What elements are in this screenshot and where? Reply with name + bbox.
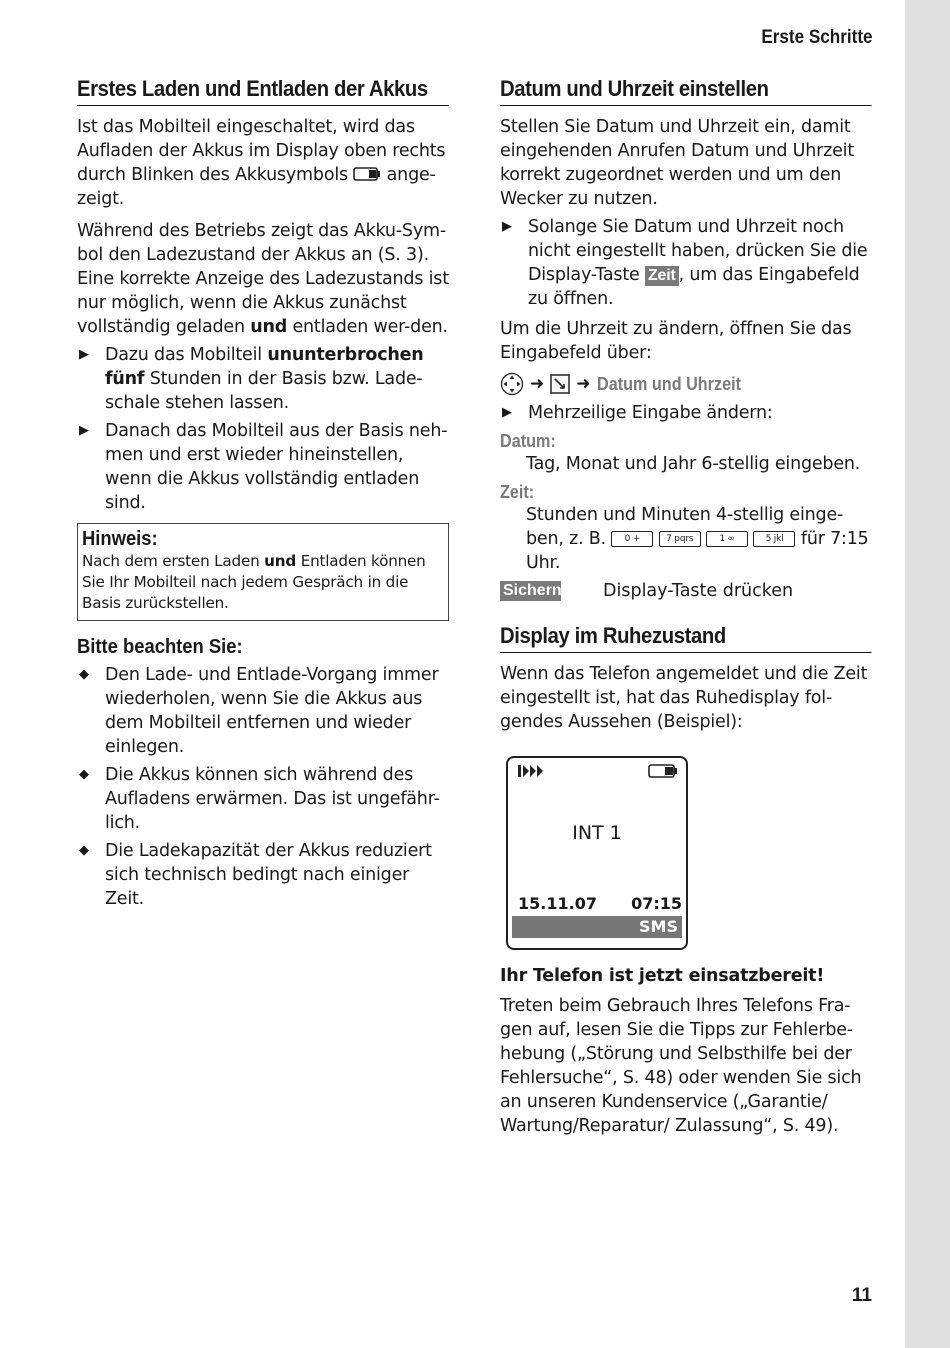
paragraph-datetime-intro: Stellen Sie Datum und Uhrzeit ein, damit eingehenden Anrufen Datum und Uhrzeit korrekt zugeordnet werden und um den Wecker zu nutzen.: [500, 117, 854, 209]
text: Solange Sie Datum und Uhrzeit noch nicht eingestellt haben, drücken Sie die Display-Taste: [528, 217, 868, 285]
page-sidebar-strip: [905, 0, 950, 1348]
handset-name: INT 1: [572, 822, 622, 844]
idle-display-illustration: [506, 756, 688, 950]
diamond-bullet-icon: ◆: [79, 767, 89, 782]
text: Die Ladekapazität der Akkus reduziert sich technisch bedingt nach einiger Zeit.: [105, 841, 432, 909]
key-5-icon: 5 jkl: [753, 531, 795, 547]
ready-message: Ihr Telefon ist jetzt einsatzbereit!: [500, 966, 825, 986]
triangle-bullet-icon: ▶: [79, 347, 89, 362]
menu-item-datetime: Datum und Uhrzeit: [596, 373, 741, 394]
text: , um das Eingabefeld zu öffnen.: [528, 265, 860, 309]
section-header: Erste Schritte: [761, 27, 873, 48]
diamond-bullet-item: [77, 763, 449, 835]
diamond-bullet-icon: ◆: [79, 843, 89, 858]
step-bullet: [500, 401, 872, 425]
text: Danach das Mobilteil aus der Basis neh-men und erst wieder hineinstellen, wenn die Akkus vollständig entladen sind.: [105, 421, 448, 513]
note-title: Hinweis:: [82, 528, 158, 550]
diamond-bullet-item: [77, 839, 449, 911]
text: Während des Betriebs zeigt das Akku-Sym-bol den Ladezustand der Akkus an (S. 3). Eine korrekte Anzeige des Ladezustands ist nur möglich, wenn die Akkus zunächst vollständig geladen: [77, 221, 449, 337]
note-box: [77, 523, 449, 621]
key-0-icon: 0 +: [611, 531, 653, 547]
text: ange-zeigt.: [77, 165, 436, 209]
left-column: [77, 76, 449, 911]
text: entladen wer-den.: [292, 317, 448, 337]
paragraph-charging-intro: [77, 115, 449, 211]
paragraph-help: Treten beim Gebrauch Ihres Telefons Fra-gen auf, lesen Sie die Tipps zur Fehlerbe-hebung („Störung und Selbsthilfe bei der Fehlersuche“, S. 48) oder wenden Sie sich an unseren Kundenservice („Garantie/ Wartung/Reparatur/ Zulassung“, S. 49).: [500, 996, 862, 1136]
triangle-bullet-icon: ▶: [502, 405, 512, 420]
section-title-charging: Erstes Laden und Entladen der Akkus: [77, 76, 449, 106]
text: Ist das Mobilteil eingeschaltet, wird das Aufladen der Akkus im Display oben rechts durch Blinken des Akkusymbols: [77, 117, 446, 185]
text: Nach dem ersten Laden: [82, 552, 260, 570]
battery-icon: [648, 764, 678, 778]
key-7-icon: 7 pqrs: [659, 531, 701, 547]
diamond-bullet-item: [77, 663, 449, 759]
label-zeit: Zeit:: [500, 482, 535, 502]
text-datum: Tag, Monat und Jahr 6-stellig eingeben.: [526, 454, 861, 474]
signal-strength-icon: [518, 764, 548, 778]
diamond-bullet-icon: ◆: [79, 667, 89, 682]
page-number: 11: [851, 1285, 872, 1306]
battery-icon: [353, 167, 381, 181]
text: Mehrzeilige Eingabe ändern:: [528, 403, 773, 423]
text: Display-Taste drücken: [603, 581, 794, 601]
label-datum: Datum:: [500, 431, 556, 451]
paragraph-idle-display: Wenn das Telefon angemeldet und die Zeit eingestellt ist, hat das Ruhedisplay fol-gendes Aussehen (Beispiel):: [500, 664, 868, 732]
triangle-bullet-icon: ▶: [502, 219, 512, 234]
text-zeit: [500, 503, 872, 575]
menu-path: [500, 371, 872, 397]
text: Entladen können Sie Ihr Mobilteil nach jedem Gespräch in die Basis zurückstellen.: [82, 552, 426, 612]
arrow-right-icon: ➜: [530, 374, 545, 394]
key-1-icon: 1 ∞: [706, 531, 748, 547]
display-time: 07:15: [631, 894, 682, 913]
arrow-right-icon: ➜: [576, 374, 591, 394]
text: Den Lade- und Entlade-Vorgang immer wiederholen, wenn Sie die Akkus aus dem Mobilteil entfernen und wieder einlegen.: [105, 665, 439, 757]
text-bold: und: [250, 317, 288, 337]
text: für 7:15 Uhr.: [526, 529, 869, 573]
softkey-sichern: Sichern: [500, 581, 561, 601]
settings-menu-icon: [550, 374, 570, 394]
section-title-datetime: Datum und Uhrzeit einstellen: [500, 76, 872, 106]
sichern-row: [500, 581, 872, 601]
display-date: 15.11.07: [518, 894, 597, 913]
text: Dazu das Mobilteil: [105, 345, 262, 365]
paragraph-charge-state: [77, 219, 449, 339]
right-column: [500, 76, 872, 1138]
triangle-bullet-icon: ▶: [79, 423, 89, 438]
text: Stunden in der Basis bzw. Lade-schale stehen lassen.: [105, 369, 423, 413]
text-bold: und: [264, 552, 297, 570]
step-bullet: [500, 215, 872, 311]
softkey-zeit: Zeit: [645, 266, 679, 286]
text-bold: ununterbrochen fünf: [105, 345, 424, 389]
text: Die Akkus können sich während des Aufladens erwärmen. Das ist ungefähr-lich.: [105, 765, 440, 833]
step-bullet: [77, 419, 449, 515]
display-softkey-sms: SMS: [512, 916, 682, 938]
section-title-idle-display: Display im Ruhezustand: [500, 623, 872, 653]
subheading-notes: Bitte beachten Sie:: [77, 636, 243, 658]
navigation-key-icon: [500, 372, 524, 396]
paragraph-open-field: Um die Uhrzeit zu ändern, öffnen Sie das Eingabefeld über:: [500, 319, 852, 363]
step-bullet: [77, 343, 449, 415]
text: Stunden und Minuten 4-stellig einge-ben, z. B.: [526, 505, 844, 549]
